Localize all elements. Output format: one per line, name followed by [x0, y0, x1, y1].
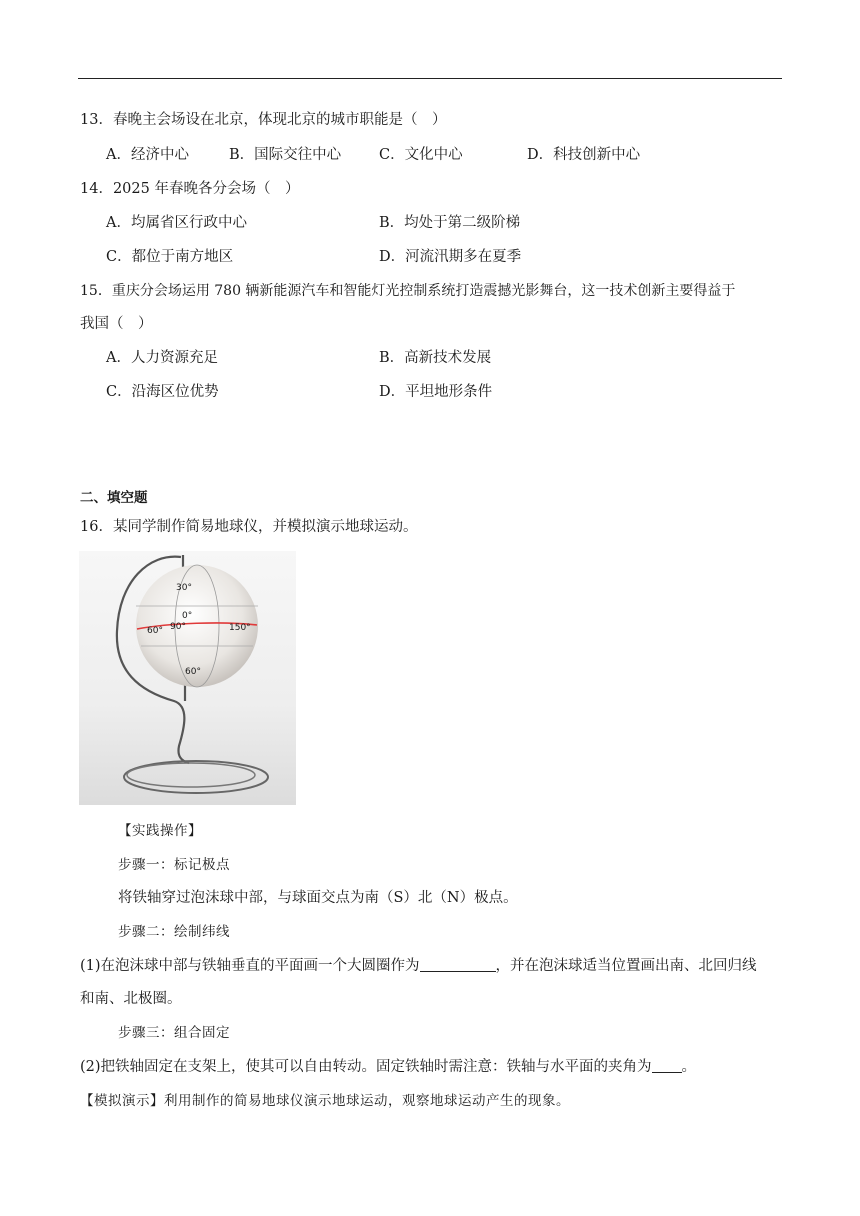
- sub1-text-b: ，并在泡沫球适当位置画出南、北回归线: [495, 958, 757, 974]
- sub-question-2: [80, 1057, 696, 1077]
- sub1-line2: 和南、北极圈。: [80, 991, 182, 1007]
- answer-blank-2[interactable]: [652, 1058, 682, 1073]
- sub-question-1: [80, 956, 757, 976]
- q13-option-b: B．国际交往中心: [229, 147, 342, 163]
- practice-title: 【实践操作】: [118, 823, 202, 839]
- globe-label-3: 90°: [170, 622, 186, 632]
- q15-option-d: D．平坦地形条件: [379, 384, 493, 400]
- sub2-text-a: (2)把铁轴固定在支架上，使其可以自由转动。固定铁轴时需注意：铁轴与水平面的夹角为: [80, 1059, 652, 1075]
- q15-stem-line1: 15．重庆分会场运用 780 辆新能源汽车和智能灯光控制系统打造震撼光影舞台，这一技术创新主要得益于: [80, 283, 736, 299]
- q15-option-b: B．高新技术发展: [379, 350, 492, 366]
- q14-stem: 14．2025 年春晚各分会场（ ）: [80, 181, 300, 197]
- globe-label-2: 0°: [182, 611, 193, 621]
- q14-option-a: A．均属省区行政中心: [106, 215, 247, 231]
- q13-option-c: C．文化中心: [379, 147, 463, 163]
- step1-title: 步骤一：标记极点: [118, 857, 230, 873]
- globe-label-6: 60°: [185, 667, 201, 677]
- globe-label-1: 30°: [176, 583, 192, 593]
- q15-option-c: C．沿海区位优势: [106, 384, 219, 400]
- q13-stem: 13．春晚主会场设在北京，体现北京的城市职能是（ ）: [80, 112, 447, 128]
- q13-option-d: D．科技创新中心: [527, 147, 641, 163]
- header-rule: [78, 78, 782, 79]
- q13-option-a: A．经济中心: [106, 147, 189, 163]
- sub1-text-a: (1)在泡沫球中部与铁轴垂直的平面画一个大圆圈作为: [80, 958, 420, 974]
- q15-stem-line2: 我国（ ）: [80, 316, 153, 332]
- q15-option-a: A．人力资源充足: [106, 350, 218, 366]
- globe-label-4: 60°: [147, 626, 163, 636]
- answer-blank-1[interactable]: [420, 957, 496, 972]
- step2-title: 步骤二：绘制纬线: [118, 924, 230, 940]
- q16-stem: 16．某同学制作简易地球仪，并模拟演示地球运动。: [80, 519, 418, 535]
- q14-option-c: C．都位于南方地区: [106, 249, 234, 265]
- q14-option-d: D．河流汛期多在夏季: [379, 249, 522, 265]
- q14-option-b: B．均处于第二级阶梯: [379, 215, 521, 231]
- step1-text: 将铁轴穿过泡沫球中部，与球面交点为南（S）北（N）极点。: [118, 890, 518, 906]
- section-title: 二、填空题: [80, 490, 148, 506]
- sub2-text-b: 。: [681, 1059, 697, 1075]
- globe-model-photo: [79, 551, 296, 805]
- demo-text: 【模拟演示】利用制作的简易地球仪演示地球运动，观察地球运动产生的现象。: [80, 1093, 570, 1109]
- step3-title: 步骤三：组合固定: [118, 1025, 230, 1041]
- globe-label-5: 150°: [229, 623, 251, 633]
